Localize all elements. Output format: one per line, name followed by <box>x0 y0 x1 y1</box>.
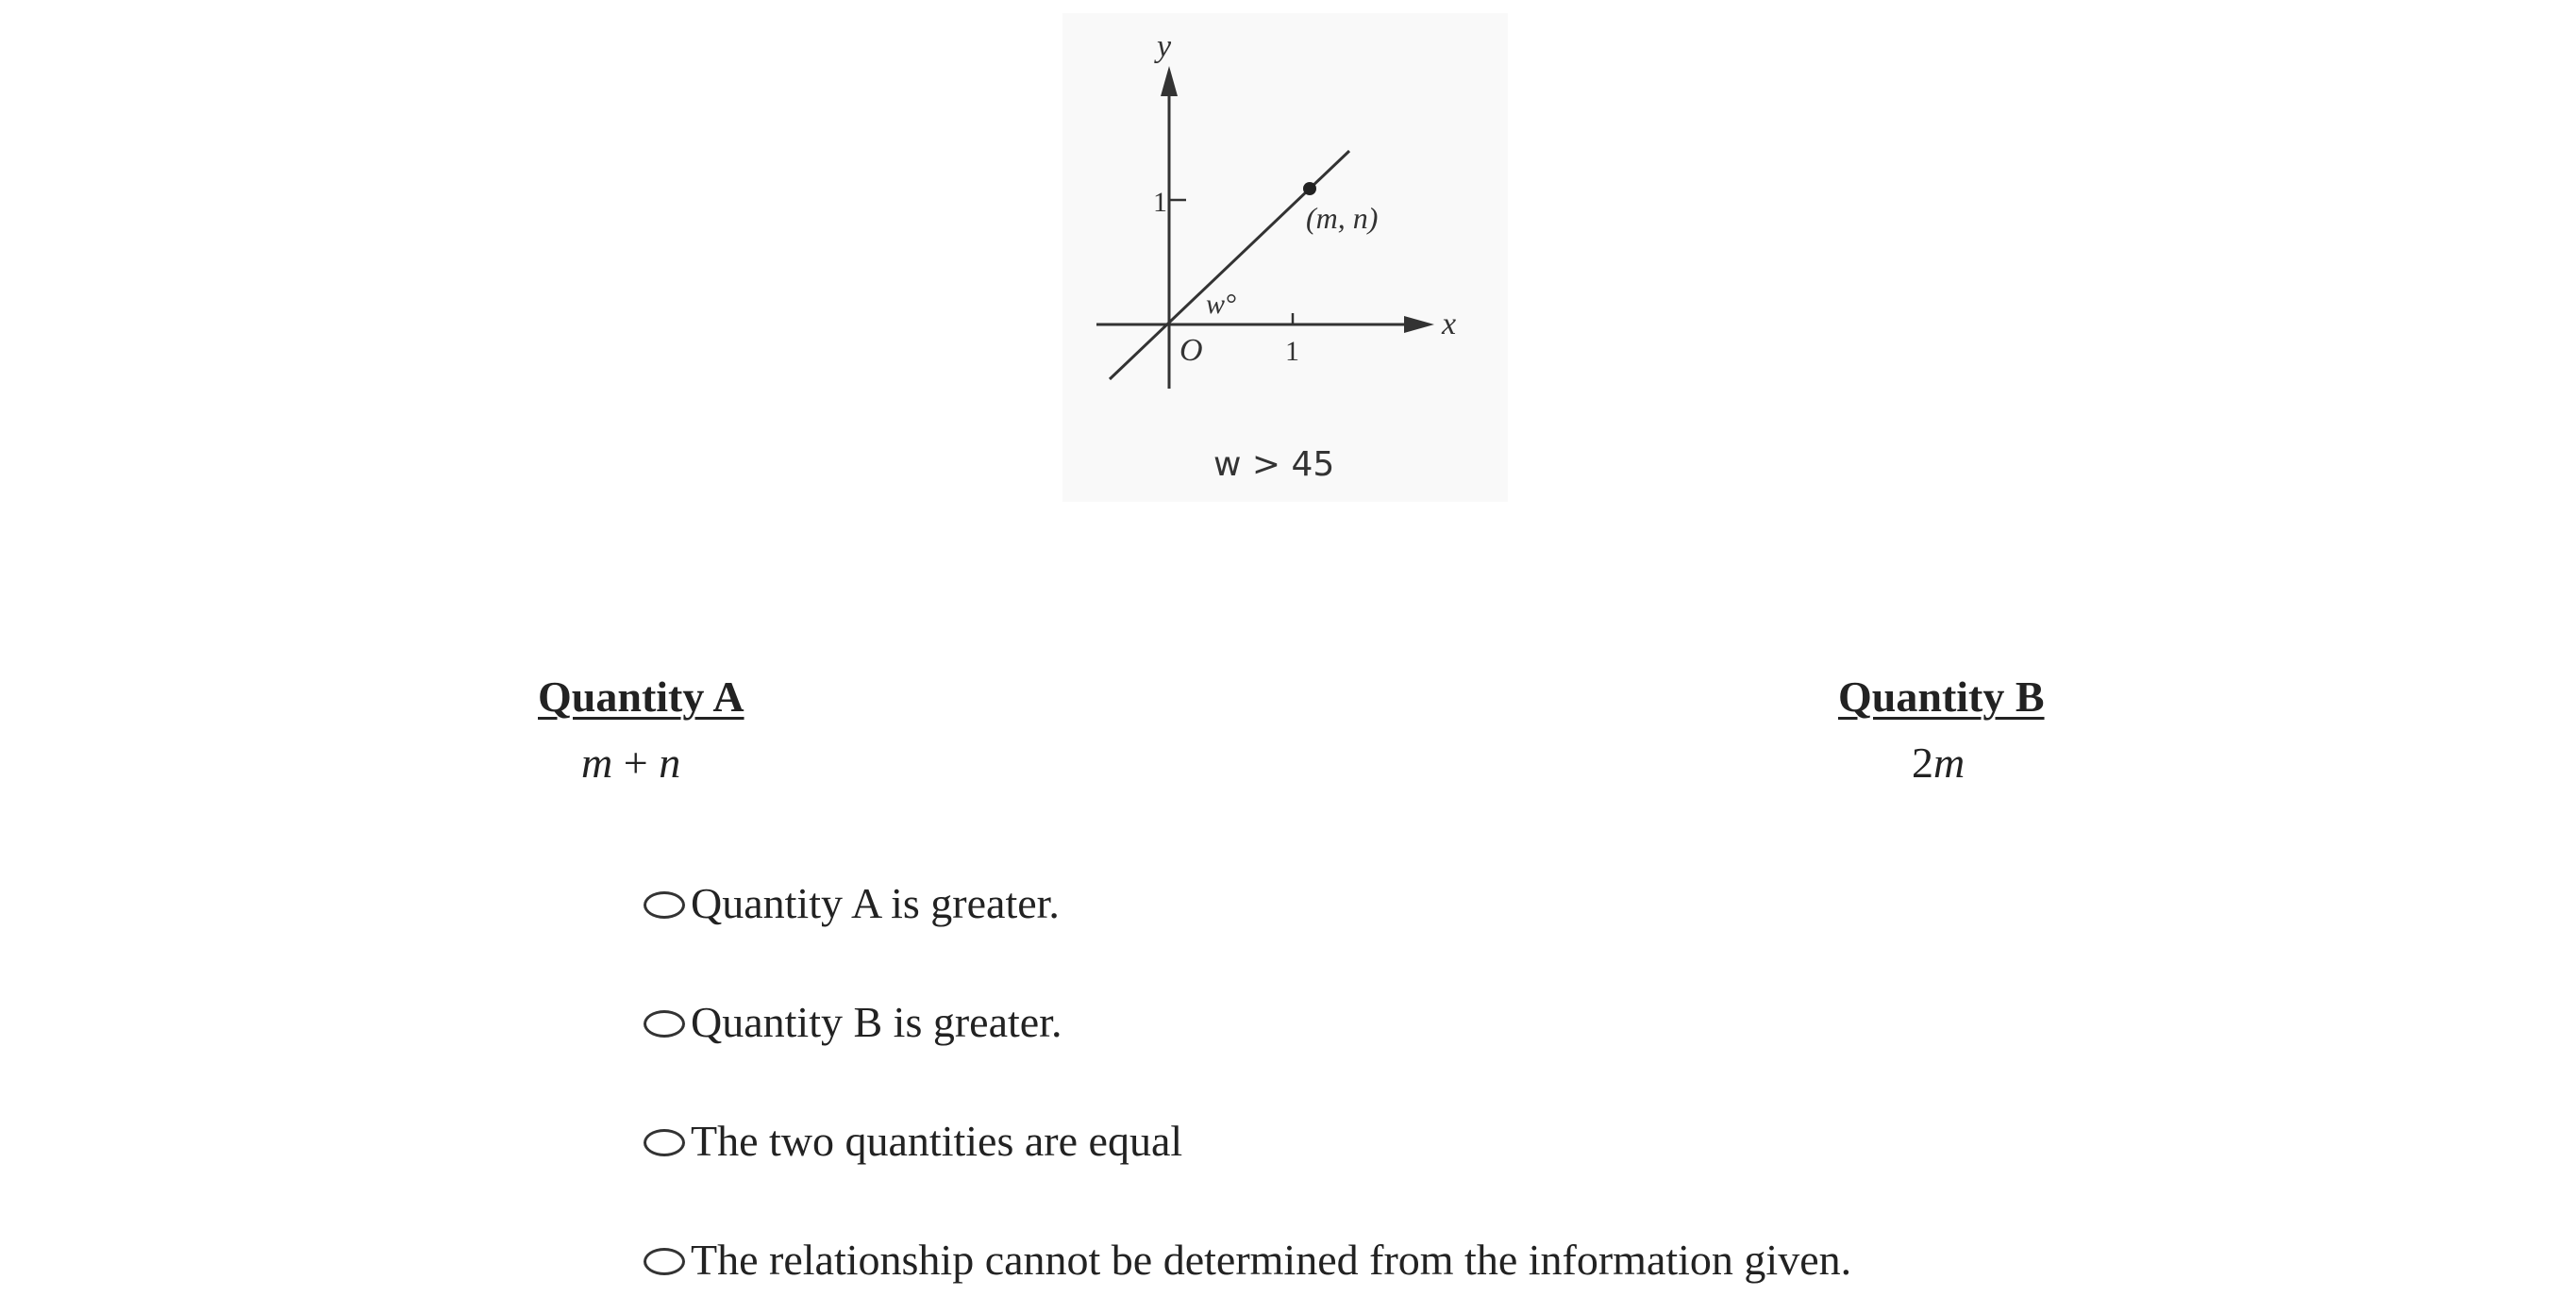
choice-label: The two quantities are equal <box>691 1116 1183 1165</box>
radio-button[interactable] <box>644 891 685 919</box>
quantity-a-heading: Quantity A <box>538 673 744 721</box>
quantity-b-value <box>1912 738 1965 788</box>
x-axis-arrow <box>1404 316 1434 333</box>
condition-text: w > 45 <box>1213 445 1335 484</box>
y-tick-label: 1 <box>1153 187 1167 218</box>
y-axis-label: y <box>1157 29 1172 64</box>
x-axis-label: x <box>1442 307 1457 341</box>
radio-button[interactable] <box>644 1129 685 1156</box>
choice-label: Quantity A is greater. <box>691 878 1060 927</box>
figure-panel <box>1062 13 1508 502</box>
y-axis-arrow <box>1161 66 1178 96</box>
quantity-b-m: m <box>1933 739 1965 787</box>
coordinate-figure <box>1062 13 1508 502</box>
origin-label: O <box>1179 333 1203 368</box>
choice-cannot-be-determined[interactable] <box>644 1231 1851 1288</box>
angle-label: w° <box>1206 289 1237 320</box>
point-m-n <box>1303 182 1316 195</box>
choice-quantities-equal[interactable] <box>644 1112 1182 1169</box>
x-tick-label: 1 <box>1285 336 1299 367</box>
quantity-a-plus: + <box>612 739 660 787</box>
quantity-a-m: m <box>581 739 613 787</box>
choice-label: Quantity B is greater. <box>691 997 1062 1046</box>
quantity-b-coefficient: 2 <box>1912 739 1933 787</box>
point-label: (m, n) <box>1306 201 1379 235</box>
quantity-a-n: n <box>659 739 681 787</box>
choice-quantity-b-greater[interactable] <box>644 993 1062 1050</box>
choice-label: The relationship cannot be determined from the information given. <box>691 1235 1852 1284</box>
choice-quantity-a-greater[interactable] <box>644 874 1060 931</box>
radio-button[interactable] <box>644 1010 685 1038</box>
quantity-a-value <box>581 738 680 788</box>
quantity-b-heading: Quantity B <box>1838 673 2045 721</box>
radio-button[interactable] <box>644 1248 685 1275</box>
